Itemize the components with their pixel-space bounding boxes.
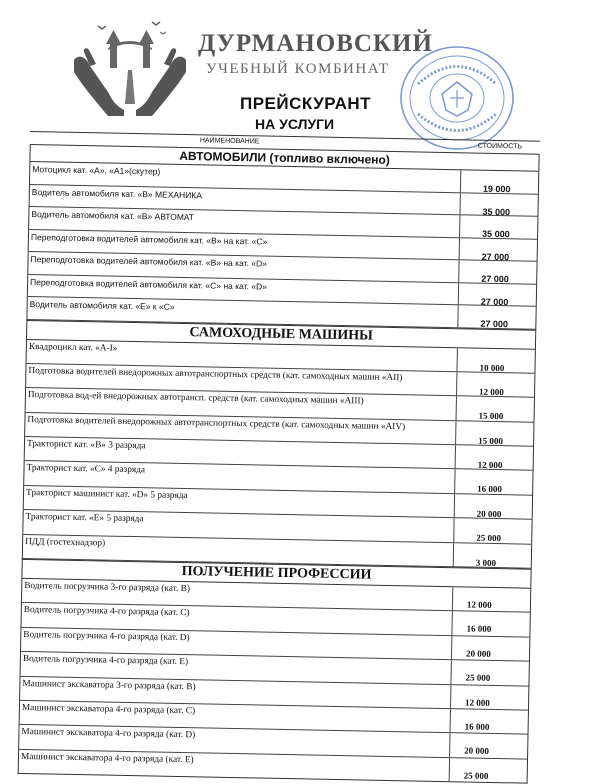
price-cell: [449, 734, 530, 759]
price-value: 20 000: [476, 508, 502, 519]
price-cell: [452, 587, 533, 612]
service-name: Переподготовка водителей автомобиля кат. «В» на кат. «С»: [30, 231, 268, 247]
price-cell: [456, 397, 537, 422]
price-cell: [454, 494, 535, 519]
service-name: Водитель автомобиля кат. «Е» к «С»: [29, 299, 175, 312]
price-cell: [450, 709, 531, 734]
section-profession: [18, 560, 532, 784]
price-value: 16 000: [477, 484, 503, 495]
price-cell: [457, 305, 538, 328]
price-value: 35 000: [482, 206, 511, 217]
price-cell: [460, 170, 541, 193]
price-value: 27 000: [480, 318, 509, 330]
price-value: 15 000: [478, 435, 503, 446]
price-value: 10 000: [479, 362, 505, 373]
price-table: [18, 131, 540, 784]
price-cell: [454, 470, 535, 495]
price-value: 35 000: [482, 228, 510, 240]
service-name: Водитель автомобиля кат. «В» АВТОМАТ: [31, 209, 195, 223]
brand-subtitle: УЧЕБНЫЙ КОМБИНАТ: [206, 61, 390, 77]
service-name: Подготовка водителей внедорожных автотранспортных средств (кат. самоходных машин «AII): [28, 365, 403, 384]
section-cars: [26, 142, 539, 330]
price-cell: [459, 238, 540, 261]
price-cell: [459, 193, 540, 216]
service-name: Водитель погрузчика 3-го разряда (кат. В): [24, 580, 191, 595]
price-cell: [449, 758, 530, 783]
service-name: Машинист экскаватора 4-го разряда (кат. С): [21, 702, 196, 717]
price-value: 12 000: [477, 459, 503, 471]
price-value: 20 000: [465, 648, 491, 659]
service-name: Машинист экскаватора 3-го разряда (кат. В): [22, 678, 196, 692]
column-name-header: НАИМЕНОВАНИЕ: [199, 137, 260, 146]
price-value: 16 000: [464, 721, 490, 732]
service-name: Подготовка вод-ей внедорожных автотрансп. средств (кат. самоходных машин «AIII): [27, 390, 364, 407]
price-value: 20 000: [464, 745, 490, 757]
service-name: Тракторист машинист кат. «D» 5 разряда: [25, 487, 188, 501]
price-value: 27 000: [481, 273, 509, 285]
price-value: 19 000: [482, 183, 511, 195]
price-cell: [458, 283, 539, 306]
price-cell: [459, 215, 540, 238]
service-name: Переподготовка водителей автомобиля кат. «В» на кат. «D»: [30, 254, 267, 269]
service-name: Машинист экскаватора 4-го разряда (кат. D): [21, 727, 196, 741]
service-name: Тракторист кат. «С» 4 разряда: [26, 463, 146, 476]
service-name: Водитель погрузчика 4-го разряда (кат. D): [23, 629, 190, 643]
service-name: Водитель автомобиля кат. «В» МЕХАНИКА: [31, 186, 203, 200]
company-logo-icon: [70, 8, 190, 116]
section-self-propelled: [22, 320, 537, 569]
price-cell: [451, 636, 532, 661]
price-value: 3 000: [475, 557, 497, 568]
service-name: Переподготовка водителей автомобиля кат. «С» на кат. «D»: [30, 276, 268, 292]
price-value: 27 000: [480, 296, 509, 307]
service-name: Тракторист кат. «В» 3 разряда: [26, 439, 146, 452]
price-cell: [455, 421, 536, 446]
service-name: Машинист экскаватора 4-го разряда (кат. Е): [20, 751, 194, 766]
document-subtitle: НА УСЛУГИ: [255, 116, 335, 132]
price-value: 12 000: [466, 599, 492, 610]
service-name: Водитель погрузчика 4-го разряда (кат. С): [23, 605, 190, 619]
service-name: Тракторист кат. «Е» 5 разряда: [25, 512, 144, 525]
price-value: 27 000: [481, 251, 510, 262]
price-cell: [458, 260, 539, 283]
price-value: 25 000: [476, 532, 502, 544]
brand-name: ДУРМАНОВСКИЙ: [198, 30, 433, 57]
service-name: Квадроцикл кат. «A-I»: [28, 341, 118, 354]
price-value: 12 000: [478, 386, 504, 398]
price-cell: [455, 445, 536, 470]
price-cell: [456, 348, 537, 373]
price-value: 15 000: [478, 410, 504, 422]
section-title: САМОХОДНЫЕ МАШИНЫ: [27, 320, 535, 349]
price-cell: [453, 518, 534, 543]
section-title: ПОЛУЧЕНИЕ ПРОФЕССИИ: [22, 560, 530, 589]
service-name: Мотоцикл кат. «А», «А1»(скутер): [32, 164, 161, 177]
price-cell: [456, 372, 537, 397]
column-cost-header: СТОИМОСТЬ: [477, 142, 523, 151]
price-value: 25 000: [463, 770, 489, 781]
price-cell: [451, 612, 532, 637]
document-title: ПРЕЙСКУРАНТ: [240, 94, 372, 113]
service-name: Подготовка водителей внедорожных автотранспортных средств (кат. самоходных машин «AIV): [27, 414, 406, 432]
price-cell: [453, 543, 534, 568]
official-stamp-icon: [398, 44, 516, 152]
price-cell: [450, 685, 531, 710]
price-cell: [450, 660, 531, 685]
price-value: 25 000: [465, 672, 491, 684]
price-value: 12 000: [465, 697, 490, 708]
section-title: АВТОМОБИЛИ (топливо включено): [30, 145, 538, 172]
service-name: ПДД (гостехнадзор): [25, 536, 106, 549]
service-name: Водитель погрузчика 4-го разряда (кат. Е): [22, 654, 189, 668]
price-value: 16 000: [466, 623, 492, 635]
